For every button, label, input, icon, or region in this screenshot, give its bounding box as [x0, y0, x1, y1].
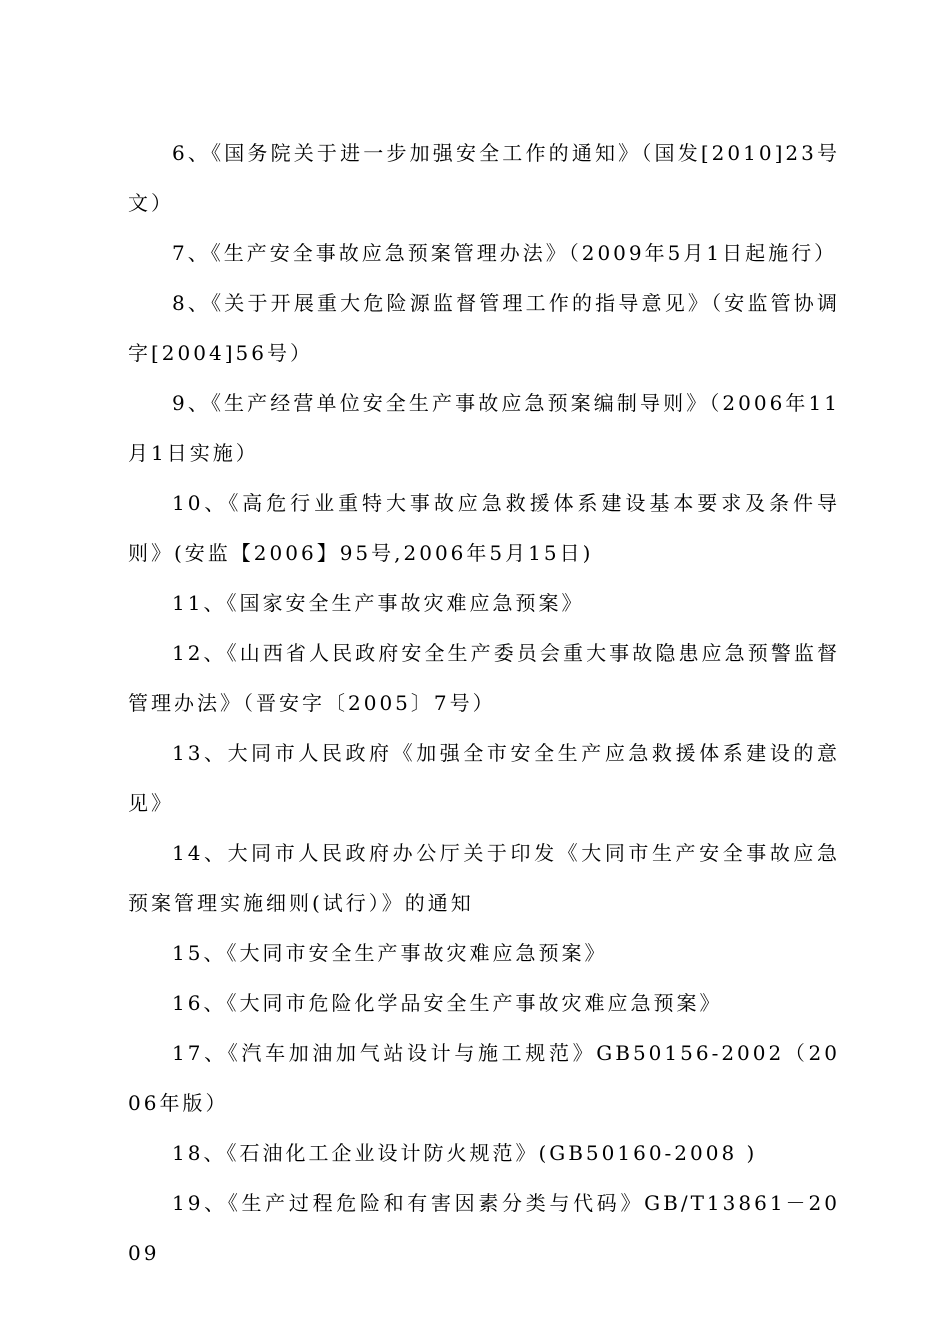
- list-item: 16、《大同市危险化学品安全生产事故灾难应急预案》: [172, 991, 723, 1015]
- list-item: 18、《石油化工企业设计防火规范》(GB50160-2008 ): [172, 1141, 758, 1165]
- list-item: 15、《大同市安全生产事故灾难应急预案》: [172, 941, 608, 965]
- list-item: 8、《关于开展重大危险源监督管理工作的指导意见》（安监管协调字[2004]56号）: [128, 291, 840, 365]
- list-item: 19、《生产过程危险和有害因素分类与代码》GB/T13861－2009: [128, 1191, 840, 1265]
- regulation-list: [128, 128, 840, 1278]
- list-item: 6、《国务院关于进一步加强安全工作的通知》（国发[2010]23号文）: [128, 141, 840, 215]
- list-item: 7、《生产安全事故应急预案管理办法》（2009年5月1日起施行）: [172, 241, 838, 265]
- list-item: 10、《高危行业重特大事故应急救援体系建设基本要求及条件导则》(安监【2006】95号,2006年5月15日): [128, 491, 840, 565]
- list-item: 12、《山西省人民政府安全生产委员会重大事故隐患应急预警监督管理办法》（晋安字〔2005〕7号）: [128, 641, 840, 715]
- list-item: 13、大同市人民政府《加强全市安全生产应急救援体系建设的意见》: [128, 741, 840, 815]
- list-item: 17、《汽车加油加气站设计与施工规范》GB50156-2002（2006年版）: [128, 1041, 840, 1115]
- list-item: 11、《国家安全生产事故灾难应急预案》: [172, 591, 585, 615]
- list-item: 14、大同市人民政府办公厅关于印发《大同市生产安全事故应急预案管理实施细则(试行）》的通知: [128, 841, 840, 915]
- list-item: 9、《生产经营单位安全生产事故应急预案编制导则》（2006年11月1日实施）: [128, 391, 840, 465]
